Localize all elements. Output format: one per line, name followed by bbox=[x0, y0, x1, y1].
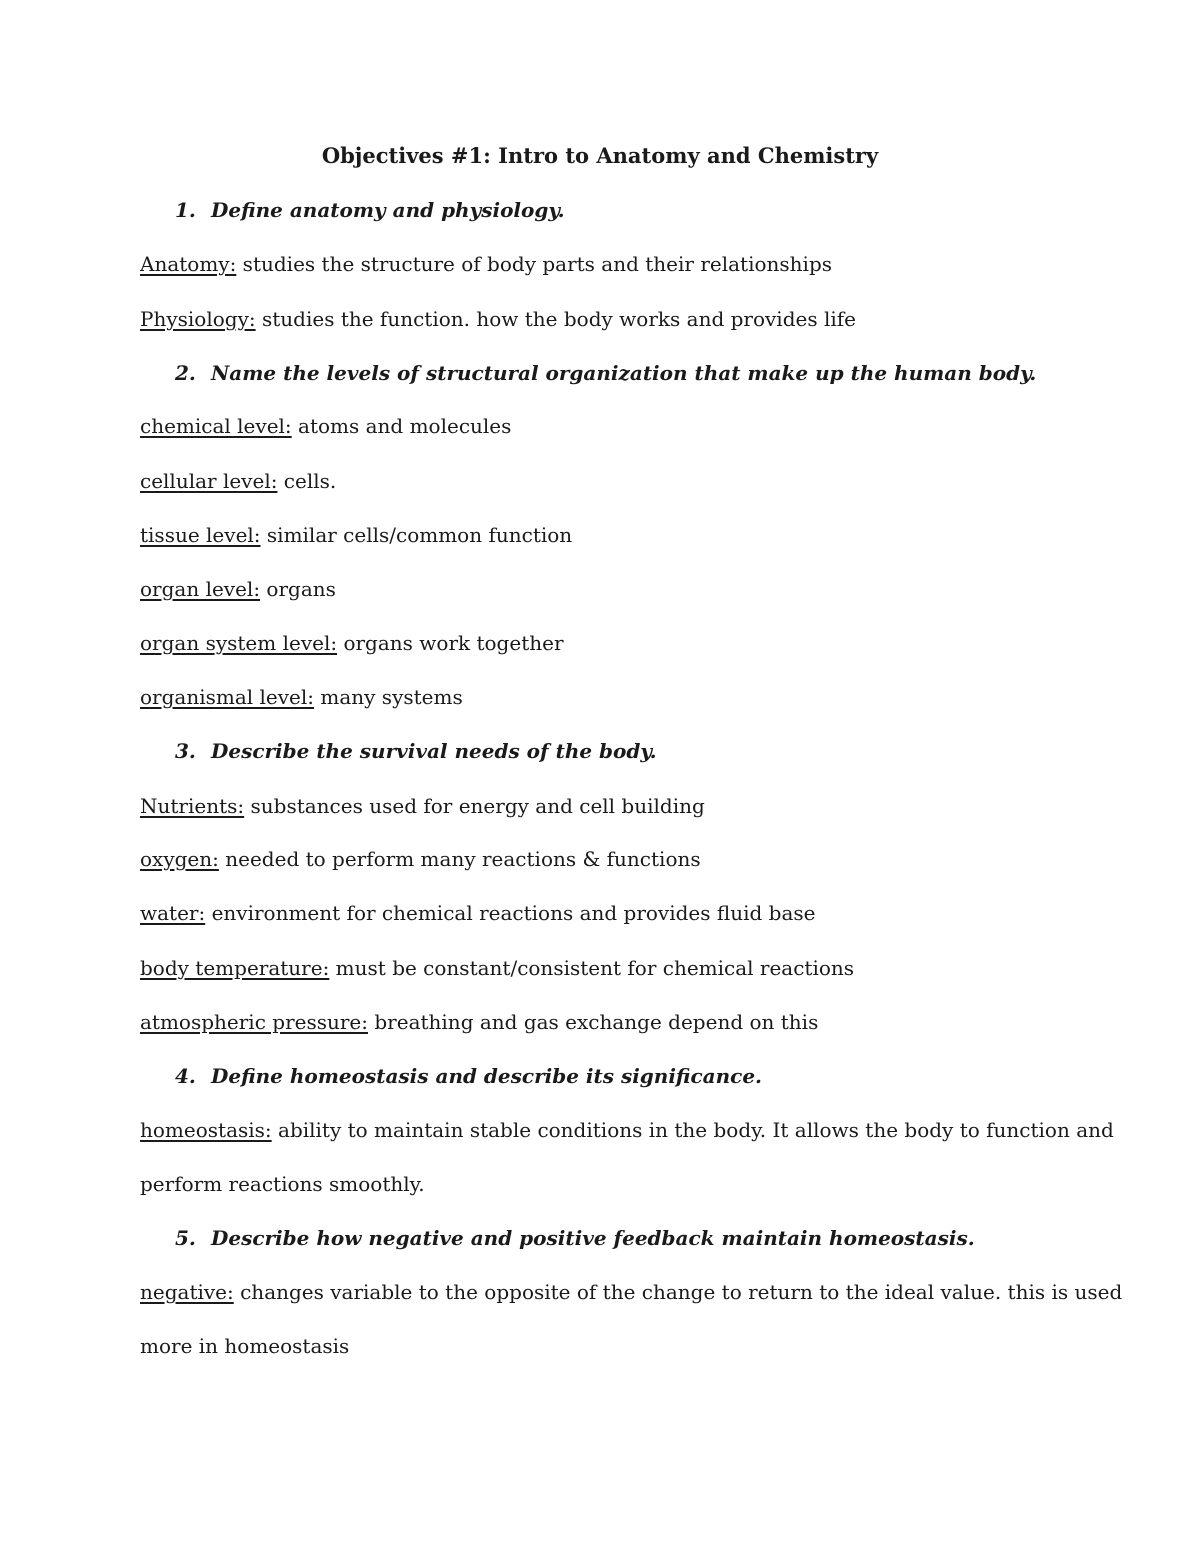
question-1 bbox=[175, 194, 565, 226]
answer-term: Anatomy: bbox=[140, 252, 237, 276]
answer-line bbox=[140, 897, 816, 929]
question-text: Define anatomy and physiology. bbox=[211, 198, 565, 222]
question-text: Describe the survival needs of the body. bbox=[211, 739, 657, 763]
answer-text: organs work together bbox=[337, 631, 564, 655]
answer-text: atoms and molecules bbox=[291, 414, 512, 438]
question-number: 4. bbox=[175, 1064, 196, 1088]
answer-line bbox=[140, 681, 463, 713]
question-number: 1. bbox=[175, 198, 196, 222]
answer-text: substances used for energy and cell building bbox=[244, 794, 705, 818]
answer-line bbox=[140, 248, 832, 280]
answer-term: chemical level: bbox=[140, 414, 292, 438]
answer-text: needed to perform many reactions & functions bbox=[218, 847, 701, 871]
answer-text: breathing and gas exchange depend on this bbox=[368, 1010, 819, 1034]
answer-line bbox=[140, 1114, 1114, 1146]
question-number: 3. bbox=[175, 739, 196, 763]
answer-line bbox=[140, 573, 336, 605]
answer-text: many systems bbox=[314, 685, 463, 709]
question-text: Name the levels of structural organization that make up the human body. bbox=[211, 361, 1037, 385]
answer-text: ability to maintain stable conditions in the body. It allows the body to function and bbox=[271, 1118, 1114, 1142]
answer-line bbox=[140, 465, 336, 497]
answer-term: Physiology: bbox=[140, 307, 256, 331]
answer-term: homeostasis: bbox=[140, 1118, 272, 1142]
answer-text: organs bbox=[260, 577, 336, 601]
answer-text: must be constant/consistent for chemical reactions bbox=[329, 956, 855, 980]
question-5 bbox=[175, 1222, 975, 1254]
answer-line bbox=[140, 627, 564, 659]
answer-term: organ system level: bbox=[140, 631, 338, 655]
answer-term: body temperature: bbox=[140, 956, 330, 980]
answer-text: studies the structure of body parts and their relationships bbox=[236, 252, 833, 276]
answer-continuation: more in homeostasis bbox=[140, 1334, 350, 1358]
question-4 bbox=[175, 1060, 762, 1092]
answer-line bbox=[140, 519, 572, 551]
answer-text: cells. bbox=[277, 469, 337, 493]
answer-term: cellular level: bbox=[140, 469, 278, 493]
answer-term: water: bbox=[140, 901, 206, 925]
answer-line bbox=[140, 1006, 818, 1038]
answer-continuation: perform reactions smoothly. bbox=[140, 1172, 425, 1196]
answer-line bbox=[140, 952, 854, 984]
answer-text: environment for chemical reactions and provides fluid base bbox=[205, 901, 816, 925]
answer-text: changes variable to the opposite of the change to return to the ideal value. this is used bbox=[233, 1280, 1123, 1304]
answer-text: similar cells/common function bbox=[260, 523, 573, 547]
question-3 bbox=[175, 735, 657, 767]
answer-line bbox=[140, 843, 701, 875]
answer-term: organismal level: bbox=[140, 685, 315, 709]
answer-term: oxygen: bbox=[140, 847, 219, 871]
question-number: 2. bbox=[175, 361, 196, 385]
answer-text: studies the function. how the body works and provides life bbox=[255, 307, 856, 331]
answer-term: organ level: bbox=[140, 577, 261, 601]
answer-term: tissue level: bbox=[140, 523, 261, 547]
question-text: Describe how negative and positive feedback maintain homeostasis. bbox=[211, 1226, 975, 1250]
answer-line bbox=[140, 410, 511, 442]
question-2 bbox=[175, 357, 1036, 389]
answer-line bbox=[140, 303, 856, 335]
answer-line bbox=[140, 790, 705, 822]
answer-term: negative: bbox=[140, 1280, 234, 1304]
answer-line bbox=[140, 1276, 1122, 1308]
question-number: 5. bbox=[175, 1226, 196, 1250]
question-text: Define homeostasis and describe its significance. bbox=[211, 1064, 763, 1088]
document-title: Objectives #1: Intro to Anatomy and Chemistry bbox=[321, 143, 879, 168]
answer-term: Nutrients: bbox=[140, 794, 245, 818]
answer-term: atmospheric pressure: bbox=[140, 1010, 369, 1034]
